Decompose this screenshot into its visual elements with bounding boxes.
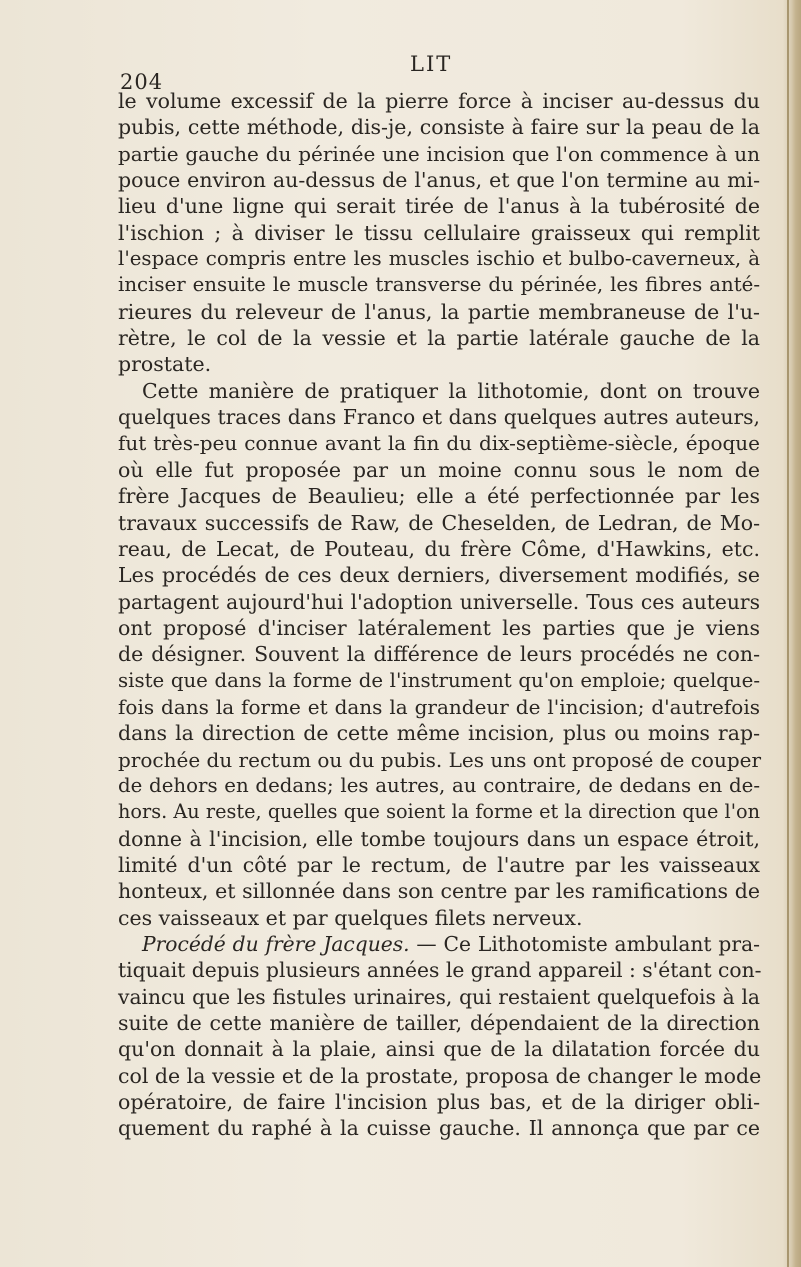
text-line: limité d'un côté par le rectum, de l'autre par les vaisseaux <box>118 852 760 877</box>
text-line: reau, de Lecat, de Pouteau, du frère Côme, d'Hawkins, etc. <box>118 536 760 561</box>
text-line: pubis, cette méthode, dis-je, consiste à faire sur la peau de la <box>118 115 760 140</box>
text-line: vaincu que les fistules urinaires, qui restaient quelquefois à la <box>118 984 760 1009</box>
text-line-rest: — Ce Lithotomiste ambulant pra- <box>409 932 760 956</box>
text-line: de désigner. Souvent la différence de leurs procédés ne con- <box>118 642 760 667</box>
text-line: l'ischion ; à diviser le tissu cellulaire graisseux qui remplit <box>118 220 760 245</box>
text-line: fois dans la forme et dans la grandeur de l'incision; d'autrefois <box>118 694 760 719</box>
text-line: Cette manière de pratiquer la lithotomie, dont on trouve <box>142 378 760 403</box>
running-head: LIT <box>410 52 453 76</box>
text-line: rètre, le col de la vessie et la partie latérale gauche de la <box>118 326 760 351</box>
text-line: col de la vessie et de la prostate, proposa de changer le mode <box>118 1063 762 1088</box>
body-text <box>118 88 760 1142</box>
text-line: pouce environ au-dessus de l'anus, et que l'on termine au mi- <box>118 168 760 193</box>
text-line: prochée du rectum ou du pubis. Les uns ont proposé de couper <box>118 747 762 772</box>
text-line: honteux, et sillonnée dans son centre par les ramifications de <box>118 879 760 904</box>
text-line: où elle fut proposée par un moine connu sous le nom de <box>118 457 760 482</box>
page-edge-shadow <box>783 0 801 1267</box>
text-line: fut très-peu connue avant la fin du dix-septième-siècle, époque <box>118 431 760 456</box>
text-line: hors. Au reste, quelles que soient la forme et la direction que l'on <box>118 800 760 824</box>
text-line: donne à l'incision, elle tombe toujours dans un espace étroit, <box>118 826 760 851</box>
text-line: rieures du releveur de l'anus, la partie membraneuse de l'u- <box>118 299 760 324</box>
text-line: inciser ensuite le muscle transverse du périnée, les fibres anté- <box>118 273 760 297</box>
text-line: qu'on donnait à la plaie, ainsi que de la dilatation forcée du <box>118 1037 760 1062</box>
text-line: frère Jacques de Beaulieu; elle a été perfectionnée par les <box>118 484 760 509</box>
text-line <box>118 931 760 957</box>
text-line: Les procédés de ces deux derniers, diversement modifiés, se <box>118 563 760 588</box>
text-line: de dehors en dedans; les autres, au contraire, de dedans en de- <box>118 773 760 797</box>
text-line: quement du raphé à la cuisse gauche. Il annonça que par ce <box>118 1116 760 1141</box>
text-line: partagent aujourd'hui l'adoption universelle. Tous ces auteurs <box>118 589 760 614</box>
text-line: dans la direction de cette même incision, plus ou moins rap- <box>118 721 760 746</box>
page-number: 204 <box>120 70 164 94</box>
text-line: suite de cette manière de tailler, dépendaient de la direction <box>118 1011 760 1036</box>
text-line: partie gauche du périnée une incision que l'on commence à un <box>118 141 760 166</box>
text-line: travaux successifs de Raw, de Cheselden, de Ledran, de Mo- <box>118 510 760 535</box>
page-header <box>120 52 760 94</box>
text-line: lieu d'une ligne qui serait tirée de l'anus à la tubérosité de <box>118 194 760 219</box>
text-line: quelques traces dans Franco et dans quelques autres auteurs, <box>118 405 760 430</box>
text-line: l'espace compris entre les muscles ischio et bulbo-caverneux, à <box>118 247 760 271</box>
text-line: le volume excessif de la pierre force à inciser au-dessus du <box>118 89 760 113</box>
text-line: tiquait depuis plusieurs années le grand appareil : s'étant con- <box>118 958 762 983</box>
page-edge-line <box>787 0 789 1267</box>
text-line: prostate. <box>118 352 212 377</box>
text-line: ces vaisseaux et par quelques filets nerveux. <box>118 905 583 930</box>
text-line: siste que dans la forme de l'instrument qu'on emploie; quelque- <box>118 668 760 692</box>
text-line: ont proposé d'inciser latéralement les parties que je viens <box>118 615 760 640</box>
text-line: opératoire, de faire l'incision plus bas, et de la diriger obli- <box>118 1090 760 1115</box>
section-run-in-heading: Procédé du frère Jacques. <box>142 932 410 956</box>
